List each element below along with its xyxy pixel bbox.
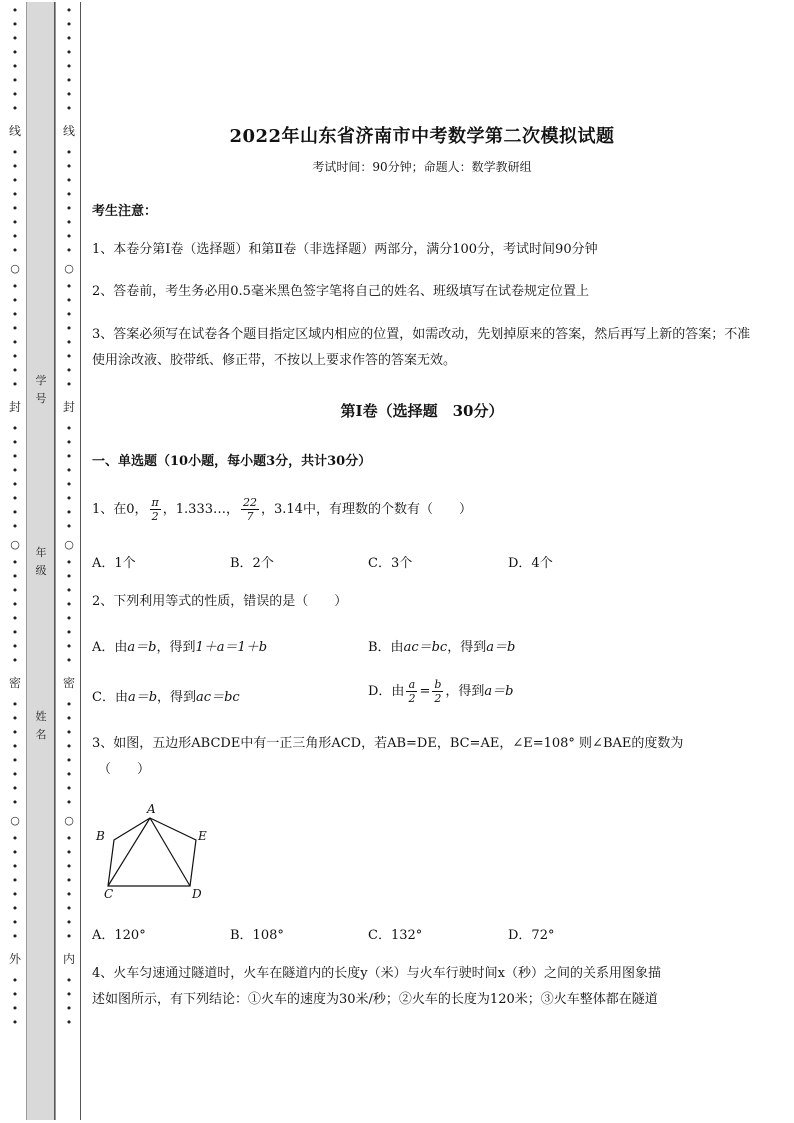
binding-mark: ○: [64, 814, 74, 827]
q2a-cond: a＝b: [127, 640, 157, 655]
binding-dot: •: [11, 280, 19, 293]
band-char: 学: [35, 374, 47, 387]
binding-dot: •: [11, 916, 19, 929]
q2d-frac-b: [432, 678, 443, 705]
binding-dot: •: [11, 782, 19, 795]
q1-suffix: ，3.14中，有理数的个数有（ ）: [261, 502, 472, 517]
student-id-label: [26, 372, 56, 408]
binding-dot: •: [11, 74, 19, 87]
question-4-line-1: 4、火车匀速通过隧道时，火车在隧道内的长度y（米）与火车行驶时间x（秒）之间的关系用图象描: [92, 966, 661, 981]
binding-dot: •: [65, 188, 73, 201]
q2a-res: 1＋a＝1＋b: [195, 640, 268, 655]
q2b-pre: B．由: [368, 640, 404, 655]
binding-dot: •: [11, 654, 19, 667]
binding-dot: •: [11, 88, 19, 101]
q2d-f1-den: 2: [408, 692, 416, 705]
binding-dot: •: [65, 888, 73, 901]
binding-dot: •: [65, 336, 73, 349]
q2d-f2-den: 2: [434, 692, 442, 705]
binding-dot: •: [65, 18, 73, 31]
binding-dot: •: [11, 308, 19, 321]
binding-dot: •: [11, 726, 19, 739]
question-2: 2、下列利用等式的性质，错误的是（ ）: [92, 594, 348, 609]
binding-dot: •: [11, 202, 19, 215]
q2d-f2-num: b: [434, 678, 442, 691]
binding-dot: •: [11, 46, 19, 59]
binding-dot: •: [65, 102, 73, 115]
binding-dot: •: [11, 174, 19, 187]
q1-option-a: A．1个: [92, 556, 136, 571]
vertex-d-label: D: [192, 887, 202, 901]
binding-dot: •: [11, 478, 19, 491]
binding-dot: •: [11, 322, 19, 335]
band-char: 姓: [35, 710, 47, 723]
binding-dot: •: [11, 378, 19, 391]
q1-frac1-den: 2: [151, 510, 159, 523]
binding-dot: •: [65, 378, 73, 391]
binding-dot: •: [11, 520, 19, 533]
binding-dot: •: [65, 4, 73, 17]
segment-ac: [108, 818, 150, 886]
binding-dot: •: [11, 698, 19, 711]
binding-dot: •: [11, 612, 19, 625]
grade-label: [26, 544, 56, 580]
binding-dot: •: [11, 294, 19, 307]
binding-dot: •: [65, 902, 73, 915]
binding-mark: 封: [8, 400, 21, 414]
binding-dot: •: [65, 436, 73, 449]
q2-option-c: [92, 686, 240, 705]
binding-dot: •: [65, 46, 73, 59]
binding-mark: 封: [62, 400, 75, 414]
exam-subtitle: 考试时间：90分钟；命题人：数学教研组: [312, 160, 532, 174]
binding-dot: •: [65, 88, 73, 101]
binding-dot: •: [65, 74, 73, 87]
notice-item-3: 3、答案必须写在试卷各个题目指定区域内相应的位置，如需改动，先划掉原来的答案，然后再写上新的答案；不准使用涂改液、胶带纸、修正带，不按以上要求作答的答案无效。: [92, 327, 751, 368]
q1-prefix: 1、在0，: [92, 502, 148, 517]
binding-dot: •: [11, 640, 19, 653]
pentagon-abcde: [108, 818, 196, 886]
binding-dot: •: [11, 18, 19, 31]
binding-dot: •: [65, 322, 73, 335]
q3-paren: （ ）: [98, 762, 151, 777]
binding-dot: •: [65, 640, 73, 653]
binding-dot: •: [11, 230, 19, 243]
binding-dot: •: [65, 32, 73, 45]
binding-dot: •: [11, 146, 19, 159]
q2a-pre: A．由: [92, 640, 128, 655]
notice-item-2: 2、答卷前，考生务必用0.5毫米黑色签字笔将自己的姓名、班级填写在试卷规定位置上: [92, 284, 589, 299]
binding-dot: •: [11, 4, 19, 17]
band-char: 级: [35, 564, 47, 577]
binding-dot: •: [11, 492, 19, 505]
q1-fraction-22-7: [241, 496, 259, 523]
binding-mark: ○: [10, 262, 20, 275]
binding-dot: •: [65, 464, 73, 477]
binding-dot: •: [65, 860, 73, 873]
binding-dot: •: [11, 422, 19, 435]
binding-dot: •: [65, 60, 73, 73]
q2b-mid: ，得到: [447, 640, 487, 655]
q2-option-d: [368, 678, 513, 705]
binding-dot: •: [65, 422, 73, 435]
q1-frac1-num: π: [151, 496, 159, 509]
q2d-f1-num: a: [406, 678, 417, 692]
band-char: 年: [35, 546, 47, 559]
binding-dot: •: [11, 974, 19, 987]
q3-option-d: D．72°: [508, 928, 555, 943]
binding-dot: •: [11, 754, 19, 767]
question-3: 3、如图，五边形ABCDE中有一正三角形ACD，若AB=DE，BC=AE，∠E=108° 则∠BAE的度数为: [92, 736, 684, 751]
binding-dot: •: [65, 974, 73, 987]
q2-option-b: [368, 636, 515, 655]
binding-dot: •: [11, 364, 19, 377]
binding-dot: •: [11, 102, 19, 115]
binding-dot: •: [11, 336, 19, 349]
question-4-line-2: 述如图所示，有下列结论：①火车的速度为30米/秒；②火车的长度为120米；③火车整体都在隧道: [92, 992, 658, 1007]
binding-dot: •: [11, 768, 19, 781]
part-heading: 一、单选题（10小题，每小题3分，共计30分）: [92, 454, 372, 469]
binding-dot: •: [11, 556, 19, 569]
binding-dot: •: [11, 436, 19, 449]
binding-dot: •: [65, 160, 73, 173]
binding-dot: •: [65, 796, 73, 809]
binding-dot: •: [11, 1016, 19, 1029]
binding-dot: •: [11, 902, 19, 915]
binding-dot: •: [65, 244, 73, 257]
q1-option-b: B．2个: [230, 556, 274, 571]
binding-dot: •: [65, 506, 73, 519]
binding-dot: •: [65, 230, 73, 243]
binding-mark: ○: [10, 538, 20, 551]
band-char: 号: [35, 392, 47, 405]
right-seal-column: [62, 4, 76, 1030]
q1-frac2-den: 7: [246, 510, 254, 523]
outer-cut-line: [80, 2, 81, 1120]
q2a-mid: ，得到: [156, 640, 196, 655]
q2-option-a: [92, 636, 267, 655]
binding-mark: ○: [64, 538, 74, 551]
binding-dot: •: [11, 988, 19, 1001]
binding-dot: •: [65, 988, 73, 1001]
binding-dot: •: [65, 782, 73, 795]
exam-title: 2022年山东省济南市中考数学第二次模拟试题: [229, 126, 615, 147]
binding-dot: •: [65, 768, 73, 781]
binding-mark: ○: [64, 262, 74, 275]
binding-dot: •: [11, 216, 19, 229]
vertex-e-label: E: [198, 829, 207, 843]
binding-dot: •: [65, 202, 73, 215]
binding-dot: •: [65, 280, 73, 293]
binding-dot: •: [65, 612, 73, 625]
left-seal-column: [8, 4, 22, 1030]
binding-dot: •: [65, 712, 73, 725]
binding-dot: •: [65, 930, 73, 943]
notice-item-1: 1、本卷分第I卷（选择题）和第Ⅱ卷（非选择题）两部分，满分100分，考试时间90分钟: [92, 242, 598, 257]
q3-option-a: A．120°: [92, 928, 146, 943]
q2c-cond: a＝b: [127, 690, 158, 705]
binding-dot: •: [65, 294, 73, 307]
binding-dot: •: [11, 888, 19, 901]
binding-dot: •: [11, 846, 19, 859]
q1-mid: ，1.333…，: [162, 502, 239, 517]
binding-mark: 线: [8, 124, 21, 138]
binding-mark: ○: [10, 814, 20, 827]
binding-dot: •: [65, 874, 73, 887]
q2d-pre: D．由: [368, 684, 405, 699]
q1-option-c: C．3个: [368, 556, 413, 571]
q1-fraction-pi: [150, 496, 161, 523]
section-title: 第I卷（选择题 30分）: [340, 402, 504, 420]
binding-dot: •: [65, 520, 73, 533]
binding-dot: •: [11, 570, 19, 583]
vertex-c-label: C: [104, 887, 114, 901]
binding-dot: •: [65, 740, 73, 753]
binding-dot: •: [65, 1002, 73, 1015]
binding-mark: 外: [8, 952, 21, 966]
binding-dot: •: [65, 478, 73, 491]
binding-mark: 密: [62, 676, 75, 690]
binding-dot: •: [11, 712, 19, 725]
q2d-eq: =: [419, 684, 431, 699]
q2b-res: a＝b: [486, 640, 516, 655]
binding-dot: •: [11, 32, 19, 45]
binding-dot: •: [11, 832, 19, 845]
binding-dot: •: [11, 464, 19, 477]
binding-dot: •: [11, 598, 19, 611]
binding-dot: •: [65, 570, 73, 583]
name-label: [26, 708, 56, 744]
binding-dot: •: [11, 506, 19, 519]
binding-dot: •: [11, 930, 19, 943]
binding-dot: •: [65, 308, 73, 321]
binding-dot: •: [65, 216, 73, 229]
binding-dot: •: [65, 174, 73, 187]
q2c-res: ac＝bc: [196, 690, 240, 705]
binding-dot: •: [65, 698, 73, 711]
binding-dot: •: [65, 754, 73, 767]
binding-dot: •: [11, 160, 19, 173]
binding-dot: •: [65, 626, 73, 639]
q1-option-d: D．4个: [508, 556, 553, 571]
binding-dot: •: [11, 1002, 19, 1015]
binding-dot: •: [65, 364, 73, 377]
binding-dot: •: [11, 584, 19, 597]
binding-dot: •: [11, 350, 19, 363]
binding-mark: 密: [8, 676, 21, 690]
binding-dot: •: [11, 60, 19, 73]
binding-dot: •: [65, 350, 73, 363]
binding-dot: •: [65, 654, 73, 667]
band-char: 名: [35, 728, 47, 741]
q2c-mid: ，得到: [157, 690, 197, 705]
binding-dot: •: [11, 450, 19, 463]
binding-dot: •: [65, 598, 73, 611]
pentagon-figure: [92, 800, 222, 904]
binding-dot: •: [65, 450, 73, 463]
binding-dot: •: [65, 846, 73, 859]
vertex-b-label: B: [96, 829, 105, 843]
binding-dot: •: [11, 860, 19, 873]
binding-dot: •: [11, 740, 19, 753]
q2d-res: a＝b: [484, 684, 514, 699]
binding-mark: 线: [62, 124, 75, 138]
binding-dot: •: [11, 874, 19, 887]
notice-heading: 考生注意：: [92, 204, 158, 219]
binding-dot: •: [65, 916, 73, 929]
binding-dot: •: [11, 188, 19, 201]
binding-dot: •: [11, 796, 19, 809]
q2d-frac-a: [406, 678, 417, 705]
binding-dot: •: [65, 556, 73, 569]
q2d-mid: ，得到: [445, 684, 485, 699]
binding-margin: [0, 0, 82, 1123]
binding-dot: •: [11, 244, 19, 257]
question-1: [92, 496, 752, 523]
binding-dot: •: [11, 626, 19, 639]
binding-dot: •: [65, 146, 73, 159]
binding-dot: •: [65, 584, 73, 597]
q3-option-c: C．132°: [368, 928, 423, 943]
q2b-cond: ac＝bc: [403, 640, 448, 655]
vertex-a-label: A: [147, 802, 156, 816]
q1-frac2-num: 22: [243, 496, 257, 509]
q3-option-b: B．108°: [230, 928, 284, 943]
binding-mark: 内: [62, 952, 75, 966]
binding-dot: •: [65, 832, 73, 845]
binding-dot: •: [65, 726, 73, 739]
q2c-pre: C．由: [92, 690, 128, 705]
binding-dot: •: [65, 492, 73, 505]
binding-dot: •: [65, 1016, 73, 1029]
